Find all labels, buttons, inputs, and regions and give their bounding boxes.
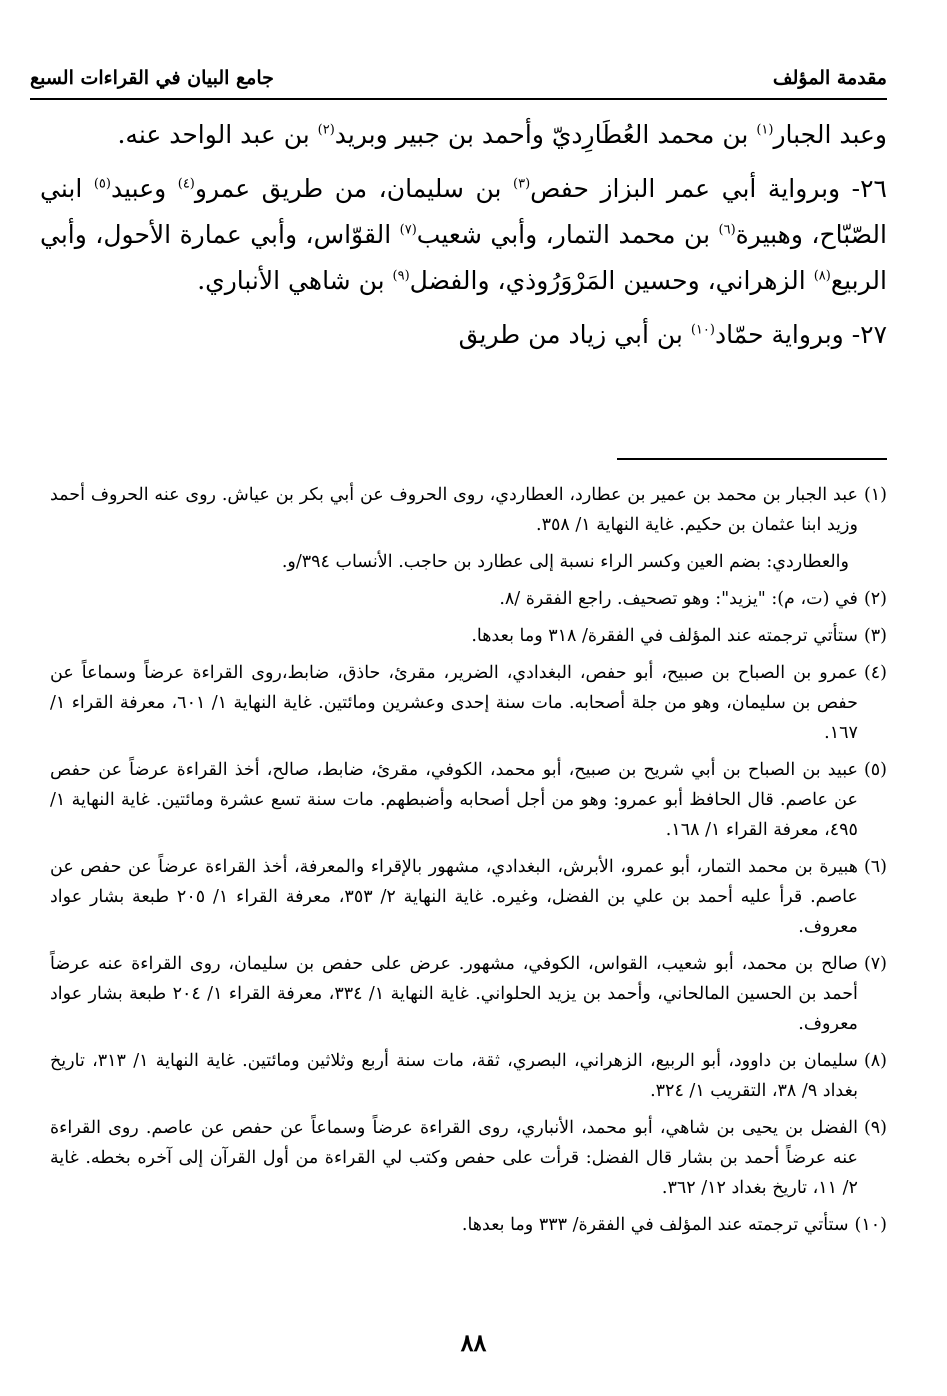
footnote-text: عبد الجبار بن محمد بن عمير بن عطارد، العطاردي، روى الحروف عن أبي بكر بن عياش. روى عنه الحروف أحمد وزيد ابنا عثمان بن حكيم. غاية النهاية ١/ ٣٥٨. xyxy=(50,485,858,535)
footnote-number: (٨) xyxy=(863,1051,887,1071)
footnote-text: سليمان بن داوود، أبو الربيع، الزهراني، البصري، ثقة، مات سنة أربع وثلاثين ومائتين. غاية النهاية ١/ ٣١٣، تاريخ بغداد ٩/ ٣٨، التقريب ١/ ٣٢٤. xyxy=(50,1051,858,1101)
footnote-text: في (ت، م): "يزيد": وهو تصحيف. راجع الفقرة /٨. xyxy=(499,589,858,609)
footnote-text: ستأتي ترجمته عند المؤلف في الفقرة/ ٣٣٣ وما بعدها. xyxy=(461,1215,849,1235)
page-number: ٨٨ xyxy=(460,1328,487,1357)
paragraph-1: وعبد الجبار$^{(١)}$ بن محمد العُطَارِديّ وأحمد بن جبير وبريد$^{(٢)}$ بن عبد الواحد عنه. xyxy=(117,120,887,149)
footnote-6 xyxy=(50,852,887,942)
footnote-ref-1[interactable]: (١) xyxy=(756,122,774,138)
footnote-number: (٥) xyxy=(863,760,887,780)
footnote-ref-2[interactable]: (٢) xyxy=(317,122,335,138)
footnote-number: (١) xyxy=(863,485,887,505)
footnotes xyxy=(50,480,887,1247)
footnote-number: (٧) xyxy=(863,954,887,974)
footnote-5 xyxy=(50,755,887,845)
footnote-7 xyxy=(50,949,887,1039)
book-title: جامع البيان في القراءات السبع xyxy=(30,67,274,89)
footnote-number: (٢) xyxy=(863,589,887,609)
footnote-10 xyxy=(50,1210,887,1240)
footnote-ref-8[interactable]: (٨) xyxy=(813,268,831,284)
footnote-number: (٦) xyxy=(863,857,887,877)
main-text xyxy=(40,112,887,366)
footnote-8 xyxy=(50,1046,887,1106)
footnote-text: الفضل بن يحيى بن شاهي، أبو محمد، الأنباري، روى القراءة عرضاً وسماعاً عن حفص عن عاصم. روى القراءة عنه عرضاً أحمد بن بشار قال الفضل: قرأت على حفص وكتب لي القراءة من أول القرآن إلى آخره بخطه. غاية ٢/ ١١، تاريخ بغداد ١٢/ ٣٦٢. xyxy=(50,1118,858,1198)
footnote-ref-5[interactable]: (٥) xyxy=(93,176,111,192)
footnote-ref-9[interactable]: (٩) xyxy=(392,268,410,284)
footnote-ref-10[interactable]: (١٠) xyxy=(690,322,715,338)
footnote-separator xyxy=(617,458,887,460)
footnote-number: (١٠) xyxy=(854,1215,887,1235)
footnote-3 xyxy=(50,621,887,651)
footnote-ref-7[interactable]: (٧) xyxy=(399,222,417,238)
footnote-number: (٣) xyxy=(863,626,887,646)
running-header xyxy=(30,58,887,100)
footnote-text: عمرو بن الصباح بن صبيح، أبو حفص، البغدادي، الضرير، مقرئ، حاذق، ضابط،روى القراءة عرضاً وسماعاً عن حفص بن سليمان، وهو من جلة أصحابه. مات سنة إحدى وعشرين ومائتين. غاية النهاية ١/ ٦٠١، معرفة القراء ١/ ١٦٧. xyxy=(50,663,858,743)
footnote-text: ستأتي ترجمته عند المؤلف في الفقرة/ ٣١٨ وما بعدها. xyxy=(471,626,858,646)
footnote-2 xyxy=(50,584,887,614)
footnote-ref-3[interactable]: (٣) xyxy=(513,176,531,192)
footnote-9 xyxy=(50,1113,887,1203)
footnote-1 xyxy=(50,480,887,540)
footnote-number: (٤) xyxy=(863,663,887,683)
footnote-text: هبيرة بن محمد التمار، أبو عمرو، الأبرش، البغدادي، مشهور بالإقراء والمعرفة، أخذ القراءة عرضاً عن حفص عن عاصم. قرأ عليه أحمد بن علي بن الفضل، وغيره. غاية النهاية ٢/ ٣٥٣، معرفة القراء ١/ ٢٠٥ طبعة بشار عواد معروف. xyxy=(50,857,858,937)
footnote-text: صالح بن محمد، أبو شعيب، القواس، الكوفي، مشهور. عرض على حفص بن سليمان، روى القراءة عنه عرضاً أحمد بن الحسين المالحاني، وأحمد بن يزيد الحلواني. غاية النهاية ١/ ٣٣٤، معرفة القراء ١/ ٢٠٤ طبعة بشار عواد معروف. xyxy=(50,954,858,1034)
paragraph-27: ٢٧- وبرواية حمّاد$^{(١٠)}$ بن أبي زياد من طريق xyxy=(458,320,887,349)
footnote-number: (٩) xyxy=(863,1118,887,1138)
footnote-1-continuation: والعطاردي: بضم العين وكسر الراء نسبة إلى عطارد بن حاجب. الأنساب ٣٩٤/و. xyxy=(281,552,849,572)
footnote-ref-4[interactable]: (٤) xyxy=(177,176,195,192)
footnote-text: عبيد بن الصباح بن أبي شريح بن صبيح، أبو محمد، الكوفي، مقرئ، ضابط، صالح، أخذ القراءة عرضاً عن حفص عن عاصم. قال الحافظ أبو عمرو: وهو من أجل أصحابه وأضبطهم. مات سنة تسع عشرة ومائتين. غاية النهاية ١/ ٤٩٥، معرفة القراء ١/ ١٦٨. xyxy=(50,760,858,840)
paragraph-26: ٢٦- وبرواية أبي عمر البزاز حفص$^{(٣)}$ بن سليمان، من طريق عمرو$^{(٤)}$ وعبيد$^{(٥)}$ ابني الصّبّاح، وهبيرة$^{(٦)}$ بن محمد التمار، وأبي شعيب$^{(٧)}$ القوّاس، وأبي عمارة الأحول، وأبي الربيع$^{(٨)}$ الزهراني، وحسين المَرْوَرُوذي، والفضل$^{(٩)}$ بن شاهي الأنباري. xyxy=(40,174,887,295)
footnote-ref-6[interactable]: (٦) xyxy=(718,222,736,238)
footnote-4 xyxy=(50,658,887,748)
chapter-title: مقدمة المؤلف xyxy=(772,67,887,89)
